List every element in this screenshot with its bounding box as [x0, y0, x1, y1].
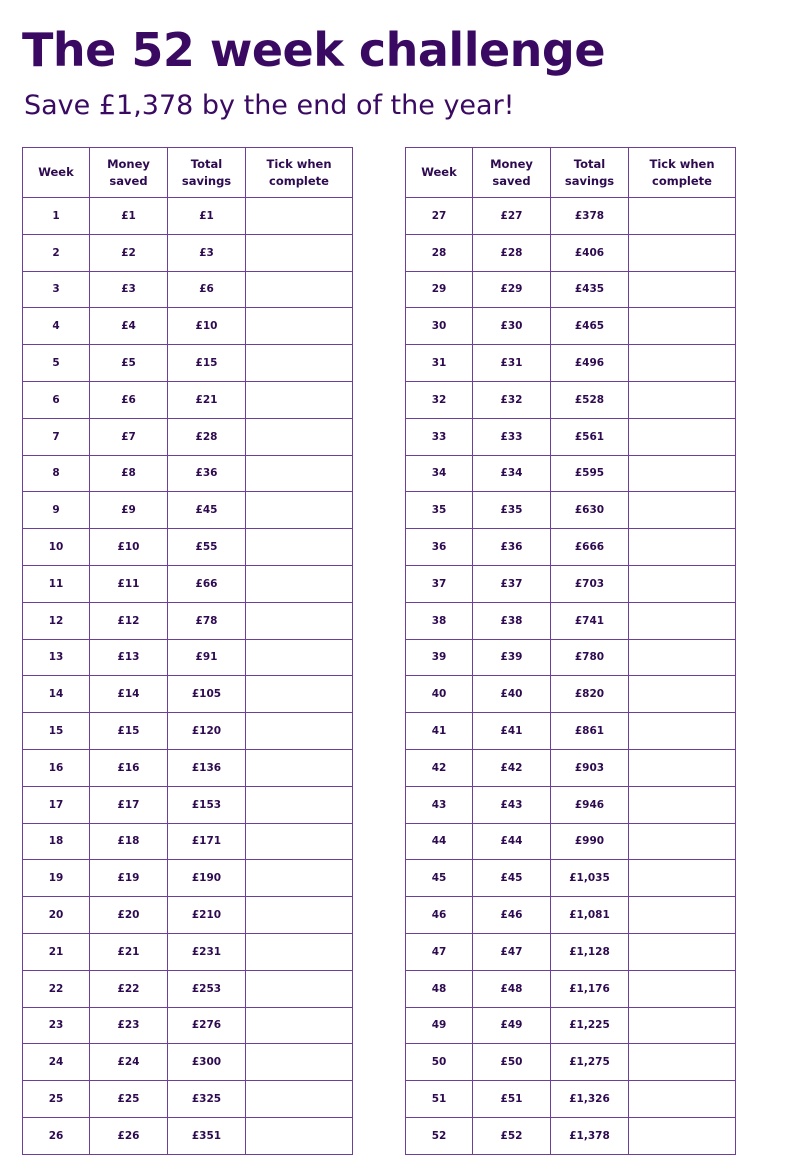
total-savings-cell: £231: [168, 933, 246, 970]
header-money-saved: [90, 148, 168, 198]
total-savings-cell: £45: [168, 492, 246, 529]
tick-box-cell[interactable]: [629, 1007, 736, 1044]
money-saved-cell: £24: [90, 1044, 168, 1081]
page-title: The 52 week challenge: [22, 23, 606, 77]
total-savings-cell: £6: [168, 271, 246, 308]
week-cell: 35: [406, 492, 473, 529]
tick-box-cell[interactable]: [246, 639, 353, 676]
total-savings-cell: £435: [551, 271, 629, 308]
tick-box-cell[interactable]: [246, 602, 353, 639]
page-subtitle: Save £1,378 by the end of the year!: [24, 90, 515, 121]
table-row: [406, 198, 736, 235]
tick-box-cell[interactable]: [246, 381, 353, 418]
money-saved-cell: £10: [90, 529, 168, 566]
tick-box-cell[interactable]: [629, 860, 736, 897]
header-tick: [246, 148, 353, 198]
table-row: [406, 381, 736, 418]
money-saved-cell: £33: [473, 418, 551, 455]
total-savings-cell: £10: [168, 308, 246, 345]
header-total-savings-line2: savings: [564, 173, 615, 188]
week-cell: 8: [23, 455, 90, 492]
table-row: [406, 823, 736, 860]
header-money-saved-line2: saved: [109, 173, 148, 188]
money-saved-cell: £7: [90, 418, 168, 455]
total-savings-cell: £210: [168, 897, 246, 934]
table-row: [406, 639, 736, 676]
table-row: [406, 455, 736, 492]
tick-box-cell[interactable]: [246, 970, 353, 1007]
money-saved-cell: £5: [90, 345, 168, 382]
tick-box-cell[interactable]: [246, 1007, 353, 1044]
week-cell: 41: [406, 713, 473, 750]
tick-box-cell[interactable]: [629, 271, 736, 308]
table-row: [406, 492, 736, 529]
table-header-row: [406, 148, 736, 198]
table-row: [23, 676, 353, 713]
tick-box-cell[interactable]: [629, 823, 736, 860]
money-saved-cell: £25: [90, 1081, 168, 1118]
total-savings-cell: £28: [168, 418, 246, 455]
tick-box-cell[interactable]: [246, 271, 353, 308]
money-saved-cell: £35: [473, 492, 551, 529]
total-savings-cell: £105: [168, 676, 246, 713]
total-savings-cell: £1,275: [551, 1044, 629, 1081]
tick-box-cell[interactable]: [629, 455, 736, 492]
week-cell: 34: [406, 455, 473, 492]
total-savings-cell: £276: [168, 1007, 246, 1044]
tick-box-cell[interactable]: [246, 860, 353, 897]
tick-box-cell[interactable]: [629, 565, 736, 602]
total-savings-cell: £666: [551, 529, 629, 566]
total-savings-cell: £171: [168, 823, 246, 860]
table-row: [23, 455, 353, 492]
tick-box-cell[interactable]: [629, 492, 736, 529]
money-saved-cell: £31: [473, 345, 551, 382]
table-row: [23, 970, 353, 1007]
tick-box-cell[interactable]: [246, 1044, 353, 1081]
total-savings-cell: £1,176: [551, 970, 629, 1007]
table-row: [406, 565, 736, 602]
table-row: [23, 860, 353, 897]
tick-box-cell[interactable]: [629, 1081, 736, 1118]
tick-box-cell[interactable]: [629, 897, 736, 934]
money-saved-cell: £14: [90, 676, 168, 713]
tick-box-cell[interactable]: [246, 308, 353, 345]
table-row: [406, 1007, 736, 1044]
table-row: [406, 602, 736, 639]
week-cell: 52: [406, 1117, 473, 1154]
header-total-savings-line1: Total: [573, 156, 606, 171]
week-cell: 4: [23, 308, 90, 345]
total-savings-cell: £190: [168, 860, 246, 897]
tick-box-cell[interactable]: [629, 308, 736, 345]
week-cell: 19: [23, 860, 90, 897]
table-row: [23, 639, 353, 676]
total-savings-cell: £136: [168, 749, 246, 786]
total-savings-cell: £496: [551, 345, 629, 382]
week-cell: 46: [406, 897, 473, 934]
money-saved-cell: £44: [473, 823, 551, 860]
tick-box-cell[interactable]: [629, 933, 736, 970]
table-row: [23, 1117, 353, 1154]
week-cell: 32: [406, 381, 473, 418]
week-cell: 40: [406, 676, 473, 713]
header-money-saved-line1: Money: [490, 156, 533, 171]
table-row: [406, 676, 736, 713]
header-tick-line2: complete: [652, 173, 712, 188]
money-saved-cell: £1: [90, 198, 168, 235]
money-saved-cell: £48: [473, 970, 551, 1007]
week-cell: 5: [23, 345, 90, 382]
total-savings-cell: £66: [168, 565, 246, 602]
table-row: [23, 381, 353, 418]
header-week: [406, 148, 473, 198]
header-week: [23, 148, 90, 198]
tick-box-cell[interactable]: [629, 345, 736, 382]
table-row: [23, 897, 353, 934]
tick-box-cell[interactable]: [246, 1081, 353, 1118]
week-cell: 3: [23, 271, 90, 308]
table-row: [406, 345, 736, 382]
week-cell: 12: [23, 602, 90, 639]
week-cell: 38: [406, 602, 473, 639]
table-row: [23, 1081, 353, 1118]
table-row: [23, 786, 353, 823]
week-cell: 22: [23, 970, 90, 1007]
total-savings-cell: £946: [551, 786, 629, 823]
header-money-saved: [473, 148, 551, 198]
total-savings-cell: £21: [168, 381, 246, 418]
total-savings-cell: £3: [168, 234, 246, 271]
week-cell: 33: [406, 418, 473, 455]
tick-box-cell[interactable]: [629, 749, 736, 786]
week-cell: 43: [406, 786, 473, 823]
week-cell: 7: [23, 418, 90, 455]
week-cell: 6: [23, 381, 90, 418]
tick-box-cell[interactable]: [629, 529, 736, 566]
week-cell: 27: [406, 198, 473, 235]
week-cell: 31: [406, 345, 473, 382]
table-row: [23, 602, 353, 639]
money-saved-cell: £6: [90, 381, 168, 418]
total-savings-cell: £325: [168, 1081, 246, 1118]
tick-box-cell[interactable]: [629, 381, 736, 418]
table-row: [406, 749, 736, 786]
table-row: [406, 234, 736, 271]
total-savings-cell: £378: [551, 198, 629, 235]
money-saved-cell: £42: [473, 749, 551, 786]
table-row: [406, 860, 736, 897]
week-cell: 48: [406, 970, 473, 1007]
week-cell: 30: [406, 308, 473, 345]
total-savings-cell: £1,378: [551, 1117, 629, 1154]
total-savings-cell: £15: [168, 345, 246, 382]
table-row: [23, 234, 353, 271]
week-cell: 9: [23, 492, 90, 529]
week-cell: 36: [406, 529, 473, 566]
tick-box-cell[interactable]: [246, 749, 353, 786]
tick-box-cell[interactable]: [246, 455, 353, 492]
header-week-label: Week: [421, 165, 457, 179]
tick-box-cell[interactable]: [629, 713, 736, 750]
money-saved-cell: £17: [90, 786, 168, 823]
money-saved-cell: £37: [473, 565, 551, 602]
table-row: [23, 749, 353, 786]
table-row: [23, 198, 353, 235]
table-row: [406, 271, 736, 308]
table-row: [23, 565, 353, 602]
tick-box-cell[interactable]: [246, 676, 353, 713]
week-cell: 10: [23, 529, 90, 566]
header-tick: [629, 148, 736, 198]
total-savings-cell: £528: [551, 381, 629, 418]
money-saved-cell: £29: [473, 271, 551, 308]
money-saved-cell: £36: [473, 529, 551, 566]
tick-box-cell[interactable]: [246, 933, 353, 970]
week-cell: 28: [406, 234, 473, 271]
money-saved-cell: £18: [90, 823, 168, 860]
tick-box-cell[interactable]: [629, 234, 736, 271]
week-cell: 50: [406, 1044, 473, 1081]
tick-box-cell[interactable]: [629, 970, 736, 1007]
total-savings-cell: £253: [168, 970, 246, 1007]
money-saved-cell: £47: [473, 933, 551, 970]
week-cell: 37: [406, 565, 473, 602]
money-saved-cell: £4: [90, 308, 168, 345]
table-row: [23, 713, 353, 750]
money-saved-cell: £40: [473, 676, 551, 713]
header-money-saved-line1: Money: [107, 156, 150, 171]
table-row: [406, 786, 736, 823]
table-header-row: [23, 148, 353, 198]
week-cell: 29: [406, 271, 473, 308]
money-saved-cell: £21: [90, 933, 168, 970]
week-cell: 47: [406, 933, 473, 970]
header-total-savings: [168, 148, 246, 198]
tick-box-cell[interactable]: [629, 786, 736, 823]
table-row: [23, 271, 353, 308]
tick-box-cell[interactable]: [629, 639, 736, 676]
money-saved-cell: £28: [473, 234, 551, 271]
tick-box-cell[interactable]: [246, 786, 353, 823]
money-saved-cell: £15: [90, 713, 168, 750]
money-saved-cell: £13: [90, 639, 168, 676]
money-saved-cell: £46: [473, 897, 551, 934]
week-cell: 16: [23, 749, 90, 786]
total-savings-cell: £861: [551, 713, 629, 750]
total-savings-cell: £703: [551, 565, 629, 602]
tick-box-cell[interactable]: [246, 897, 353, 934]
total-savings-cell: £153: [168, 786, 246, 823]
tick-box-cell[interactable]: [246, 234, 353, 271]
table-row: [406, 1044, 736, 1081]
total-savings-cell: £741: [551, 602, 629, 639]
tick-box-cell[interactable]: [246, 345, 353, 382]
tick-box-cell[interactable]: [246, 418, 353, 455]
header-week-label: Week: [38, 165, 74, 179]
money-saved-cell: £41: [473, 713, 551, 750]
total-savings-cell: £465: [551, 308, 629, 345]
table-row: [23, 345, 353, 382]
total-savings-cell: £595: [551, 455, 629, 492]
header-money-saved-line2: saved: [492, 173, 531, 188]
tick-box-cell[interactable]: [629, 418, 736, 455]
table-row: [23, 933, 353, 970]
header-total-savings-line1: Total: [190, 156, 223, 171]
total-savings-cell: £1,128: [551, 933, 629, 970]
table-row: [406, 1117, 736, 1154]
total-savings-cell: £300: [168, 1044, 246, 1081]
week-cell: 24: [23, 1044, 90, 1081]
week-cell: 15: [23, 713, 90, 750]
money-saved-cell: £9: [90, 492, 168, 529]
tick-box-cell[interactable]: [629, 676, 736, 713]
tick-box-cell[interactable]: [246, 529, 353, 566]
total-savings-cell: £1,225: [551, 1007, 629, 1044]
week-cell: 11: [23, 565, 90, 602]
tick-box-cell[interactable]: [246, 1117, 353, 1154]
tick-box-cell[interactable]: [629, 1117, 736, 1154]
money-saved-cell: £8: [90, 455, 168, 492]
total-savings-cell: £1: [168, 198, 246, 235]
week-cell: 1: [23, 198, 90, 235]
week-cell: 17: [23, 786, 90, 823]
money-saved-cell: £38: [473, 602, 551, 639]
week-cell: 21: [23, 933, 90, 970]
table-row: [23, 1044, 353, 1081]
week-cell: 23: [23, 1007, 90, 1044]
tick-box-cell[interactable]: [246, 565, 353, 602]
savings-table-left: [22, 147, 353, 1155]
week-cell: 39: [406, 639, 473, 676]
tick-box-cell[interactable]: [246, 492, 353, 529]
money-saved-cell: £50: [473, 1044, 551, 1081]
table-row: [406, 933, 736, 970]
money-saved-cell: £52: [473, 1117, 551, 1154]
total-savings-cell: £78: [168, 602, 246, 639]
total-savings-cell: £55: [168, 529, 246, 566]
money-saved-cell: £49: [473, 1007, 551, 1044]
money-saved-cell: £11: [90, 565, 168, 602]
table-row: [406, 713, 736, 750]
week-cell: 25: [23, 1081, 90, 1118]
money-saved-cell: £19: [90, 860, 168, 897]
total-savings-cell: £561: [551, 418, 629, 455]
money-saved-cell: £27: [473, 198, 551, 235]
tick-box-cell[interactable]: [629, 1044, 736, 1081]
tick-box-cell[interactable]: [246, 823, 353, 860]
money-saved-cell: £30: [473, 308, 551, 345]
week-cell: 49: [406, 1007, 473, 1044]
tick-box-cell[interactable]: [246, 713, 353, 750]
money-saved-cell: £12: [90, 602, 168, 639]
table-row: [406, 897, 736, 934]
header-total-savings-line2: savings: [181, 173, 232, 188]
total-savings-cell: £820: [551, 676, 629, 713]
total-savings-cell: £780: [551, 639, 629, 676]
week-cell: 45: [406, 860, 473, 897]
total-savings-cell: £120: [168, 713, 246, 750]
week-cell: 42: [406, 749, 473, 786]
table-row: [23, 529, 353, 566]
money-saved-cell: £16: [90, 749, 168, 786]
week-cell: 2: [23, 234, 90, 271]
table-row: [406, 529, 736, 566]
tick-box-cell[interactable]: [629, 198, 736, 235]
table-row: [23, 492, 353, 529]
money-saved-cell: £26: [90, 1117, 168, 1154]
total-savings-cell: £36: [168, 455, 246, 492]
total-savings-cell: £1,035: [551, 860, 629, 897]
table-row: [406, 418, 736, 455]
total-savings-cell: £903: [551, 749, 629, 786]
money-saved-cell: £32: [473, 381, 551, 418]
tick-box-cell[interactable]: [246, 198, 353, 235]
money-saved-cell: £43: [473, 786, 551, 823]
money-saved-cell: £3: [90, 271, 168, 308]
money-saved-cell: £22: [90, 970, 168, 1007]
money-saved-cell: £45: [473, 860, 551, 897]
total-savings-cell: £406: [551, 234, 629, 271]
savings-table-right: [405, 147, 736, 1155]
tick-box-cell[interactable]: [629, 602, 736, 639]
week-cell: 14: [23, 676, 90, 713]
total-savings-cell: £990: [551, 823, 629, 860]
week-cell: 18: [23, 823, 90, 860]
money-saved-cell: £20: [90, 897, 168, 934]
money-saved-cell: £51: [473, 1081, 551, 1118]
table-row: [23, 823, 353, 860]
header-tick-line1: Tick when: [266, 156, 332, 171]
table-row: [23, 308, 353, 345]
table-row: [406, 308, 736, 345]
week-cell: 44: [406, 823, 473, 860]
header-tick-line2: complete: [269, 173, 329, 188]
table-row: [23, 418, 353, 455]
money-saved-cell: £2: [90, 234, 168, 271]
table-row: [406, 970, 736, 1007]
header-tick-line1: Tick when: [649, 156, 715, 171]
money-saved-cell: £34: [473, 455, 551, 492]
money-saved-cell: £39: [473, 639, 551, 676]
table-row: [406, 1081, 736, 1118]
total-savings-cell: £91: [168, 639, 246, 676]
total-savings-cell: £351: [168, 1117, 246, 1154]
week-cell: 13: [23, 639, 90, 676]
table-row: [23, 1007, 353, 1044]
total-savings-cell: £1,326: [551, 1081, 629, 1118]
week-cell: 20: [23, 897, 90, 934]
total-savings-cell: £630: [551, 492, 629, 529]
money-saved-cell: £23: [90, 1007, 168, 1044]
header-total-savings: [551, 148, 629, 198]
week-cell: 51: [406, 1081, 473, 1118]
total-savings-cell: £1,081: [551, 897, 629, 934]
week-cell: 26: [23, 1117, 90, 1154]
